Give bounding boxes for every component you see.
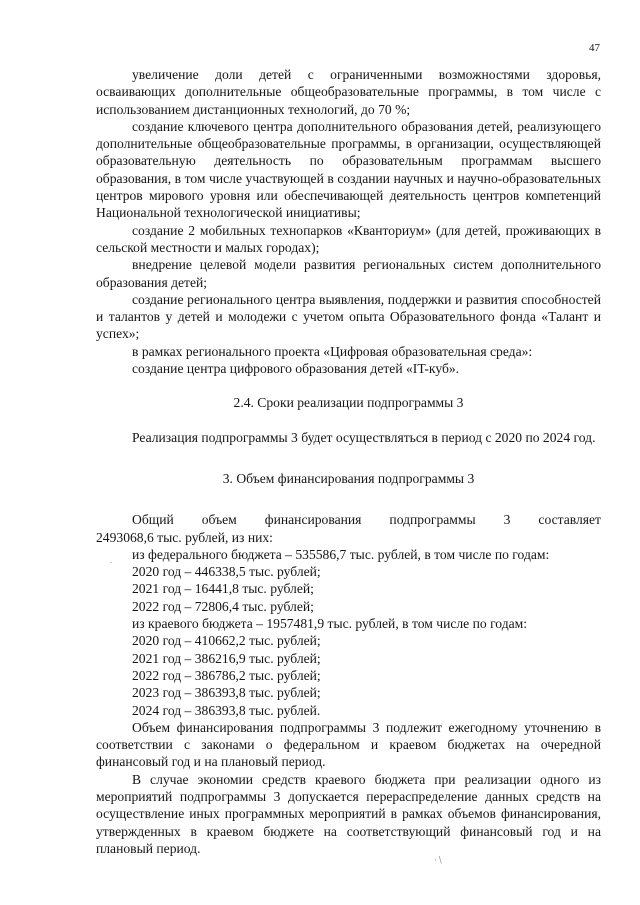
page-number: 47 [589,42,600,54]
finance-total-amount: 2493068,6 тыс. рублей, из них: [96,529,273,545]
paragraph: создание центра цифрового образования детей «IT-куб». [132,361,460,377]
year-line: 2022 год – 72806,4 тыс. рублей; [132,598,314,614]
word: 3 [503,512,511,528]
document-body [96,66,601,857]
year-line: 2020 год – 446338,5 тыс. рублей; [132,564,321,580]
word: объем [201,512,237,528]
federal-budget-line: из федерального бюджета – 535586,7 тыс. рублей, в том числе по годам: [132,546,550,562]
paragraph: В случае экономии средств краевого бюджета при реализации одного из мероприятий подпрограммы 3 допускается перераспределение данных средств на осуществление иных программных мероприятий в рамках объемов финансирования, утвержденных в краевом бюджете на соответствующий финансовый год и на плановый период. [96,771,601,856]
regional-budget-line: из краевого бюджета – 1957481,9 тыс. рублей, в том числе по годам: [132,616,528,632]
paragraph: внедрение целевой модели развития региональных систем дополнительного образования детей; [96,257,601,290]
paragraph: создание ключевого центра дополнительного образования детей, реализующего дополнительные общеобразовательные программы, в организации, осуществляющей образовательную деятельность по образовательным программам высшего образования, в том числе участвующей в создании научных и научно-образовательных центров мирового уровня или обеспечивающей деятельность центров компетенций Национальной технологической инициативы; [96,118,601,221]
paragraph: создание 2 мобильных технопарков «Кванториум» (для детей, проживающих в сельской местности и малых городах); [96,222,601,255]
year-line: 2020 год – 410662,2 тыс. рублей; [132,633,321,649]
paragraph: Объем финансирования подпрограммы 3 подлежит ежегодному уточнению в соответствии с законами о федеральном и краевом бюджетах на очередной финансовый год и на плановый период. [96,719,601,770]
word: финансирования [264,512,362,528]
terms-paragraph: Реализация подпрограммы 3 будет осуществляться в период с 2020 по 2024 год. [132,429,596,445]
year-line: 2021 год – 16441,8 тыс. рублей; [132,581,314,597]
word: Общий [132,512,174,528]
section-heading-terms: 2.4. Сроки реализации подпрограммы 3 [233,395,464,411]
word: составляет [538,512,601,528]
word: подпрограммы [389,512,476,528]
scan-speck: . [110,555,113,565]
year-line: 2022 год – 386786,2 тыс. рублей; [132,667,321,683]
scan-speck: ·∖ [434,855,443,865]
year-line: 2024 год – 386393,8 тыс. рублей. [132,702,321,718]
year-line: 2021 год – 386216,9 тыс. рублей; [132,650,321,666]
section-heading-finance: 3. Объем финансирования подпрограммы 3 [222,470,475,486]
finance-total-line [96,511,601,528]
paragraph: создание регионального центра выявления, поддержки и развития способностей и талантов у детей и молодежи с учетом опыта Образовательного фонда «Талант и успех»; [96,291,601,342]
year-line: 2023 год – 386393,8 тыс. рублей; [132,685,321,701]
paragraph: в рамках регионального проекта «Цифровая образовательная среда»: [132,343,533,359]
paragraph: увеличение доли детей с ограниченными возможностями здоровья, осваивающих дополнительные общеобразовательные программы, в том числе с использованием дистанционных технологий, до 70 %; [96,67,601,117]
